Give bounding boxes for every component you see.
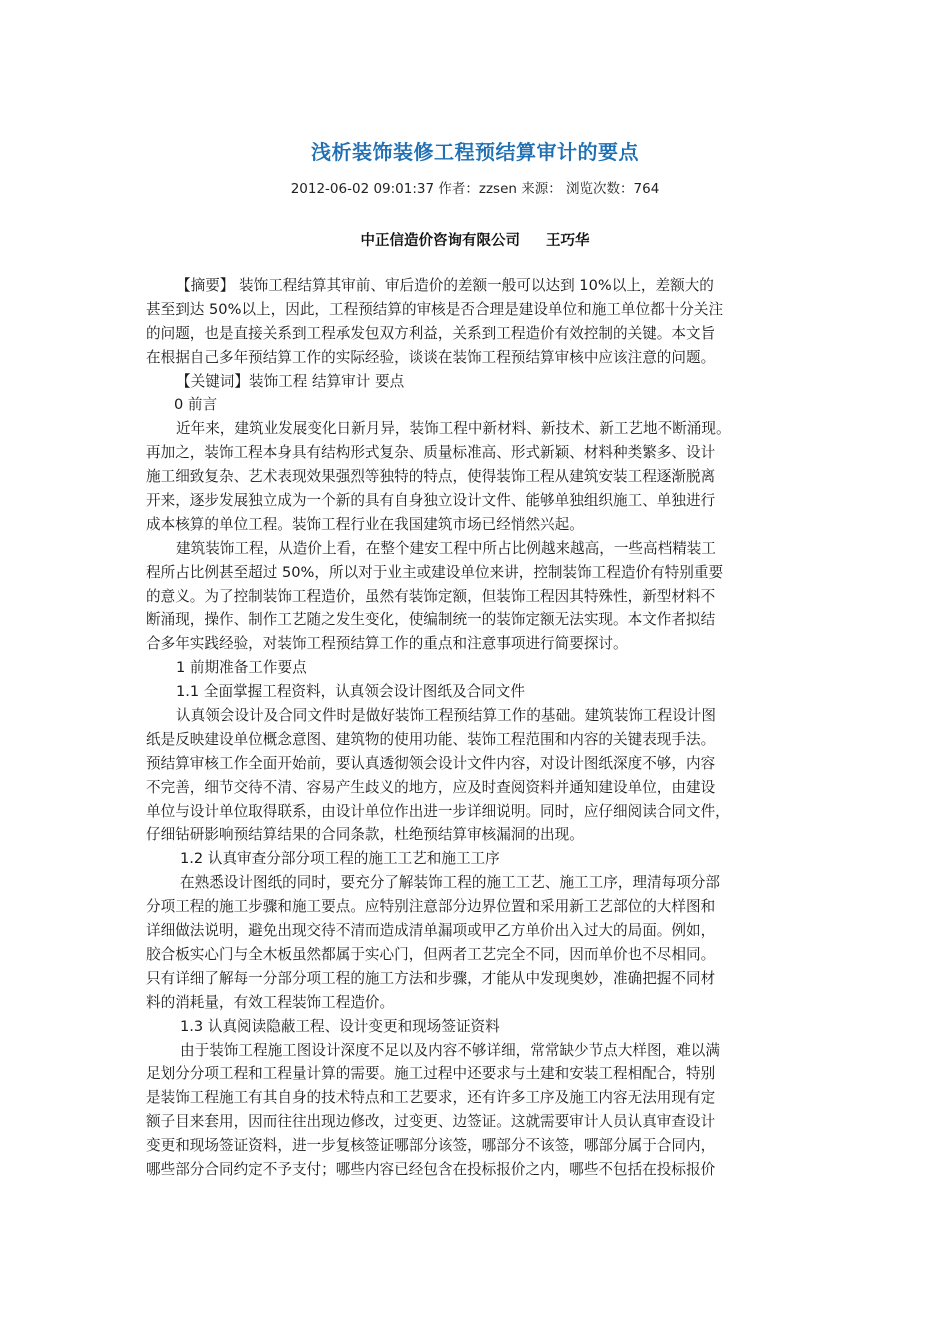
paragraph-line: 额子目来套用，因而往往出现边修改，过变更、边签证。这就需要审计人员认真审查设计 bbox=[146, 1113, 716, 1131]
subsection-heading-1-3: 1.3 认真阅读隐蔽工程、设计变更和现场签证资料 bbox=[180, 1017, 500, 1035]
section-heading-1: 1 前期准备工作要点 bbox=[176, 659, 307, 677]
paragraph-line: 断涌现，操作、制作工艺随之发生变化，使编制统一的装饰定额无法实现。本文作者拟结 bbox=[146, 611, 716, 629]
subsection-heading-1-2: 1.2 认真审查分部分项工程的施工工艺和施工工序 bbox=[180, 850, 500, 868]
paragraph-line: 哪些部分合同约定不予支付；哪些内容已经包含在投标报价之内，哪些不包括在投标报价 bbox=[146, 1160, 716, 1178]
paragraph-line: 预结算审核工作全面开始前，要认真透彻领会设计文件内容，对设计图纸深度不够，内容 bbox=[146, 754, 716, 772]
paragraph-line: 施工细致复杂、艺术表现效果强烈等独特的特点，使得装饰工程从建筑安装工程逐渐脱离 bbox=[146, 468, 716, 486]
paragraph-line: 分项工程的施工步骤和施工要点。应特别注意部分边界位置和采用新工艺部位的大样图和 bbox=[146, 898, 716, 916]
subsection-heading-1-1: 1.1 全面掌握工程资料，认真领会设计图纸及合同文件 bbox=[176, 683, 525, 701]
paragraph-line: 只有详细了解每一分部分项工程的施工方法和步骤，才能从中发现奥妙，准确把握不同材 bbox=[146, 969, 716, 987]
paragraph-line: 近年来，建筑业发展变化日新月异，装饰工程中新材料、新技术、新工艺地不断涌现。 bbox=[176, 420, 731, 438]
abstract-line: 在根据自己多年预结算工作的实际经验，谈谈在装饰工程预结算审核中应该注意的问题。 bbox=[146, 348, 716, 366]
paragraph-line: 成本核算的单位工程。装饰工程行业在我国建筑市场已经悄然兴起。 bbox=[146, 515, 584, 533]
paragraph-line: 料的消耗量，有效工程装饰工程造价。 bbox=[146, 993, 395, 1011]
article-body bbox=[146, 274, 811, 1182]
abstract-line: 【摘要】 装饰工程结算其审前、审后造价的差额一般可以达到 10%以上，差额大的 bbox=[176, 277, 714, 294]
paragraph-line: 单位与设计单位取得联系，由设计单位作出进一步详细说明。同时，应仔细阅读合同文件， bbox=[146, 802, 730, 820]
paragraph-line: 纸是反映建设单位概念意图、建筑物的使用功能、装饰工程范围和内容的关键表现手法。 bbox=[146, 730, 716, 748]
abstract-line: 甚至到达 50%以上，因此，工程预结算的审核是否合理是建设单位和施工单位都十分关注 bbox=[146, 300, 724, 318]
paragraph-line: 不完善，细节交待不清、容易产生歧义的地方，应及时查阅资料并通知建设单位，由建设 bbox=[146, 778, 716, 796]
paragraph-line: 的意义。为了控制装饰工程造价，虽然有装饰定额，但装饰工程因其特殊性，新型材料不 bbox=[146, 587, 716, 605]
paragraph-line: 是装饰工程施工有其自身的技术特点和工艺要求，还有许多工序及施工内容无法用现有定 bbox=[146, 1089, 716, 1107]
paragraph-line: 认真领会设计及合同文件时是做好装饰工程预结算工作的基础。建筑装饰工程设计图 bbox=[176, 707, 716, 725]
author-line bbox=[0, 229, 950, 250]
paragraph-line: 程所占比例甚至超过 50%，所以对于业主或建设单位来讲，控制装饰工程造价有特别重要 bbox=[146, 563, 724, 581]
paragraph-line: 在熟悉设计图纸的同时，要充分了解装饰工程的施工工艺、施工工序，理清每项分部 bbox=[180, 874, 720, 892]
paragraph-line: 变更和现场签证资料，进一步复核签证哪部分该签，哪部分不该签，哪部分属于合同内， bbox=[146, 1137, 716, 1155]
company-name: 中正信造价咨询有限公司 bbox=[360, 233, 520, 249]
paragraph-line: 足划分分项工程和工程量计算的需要。施工过程中还要求与土建和安装工程相配合，特别 bbox=[146, 1065, 716, 1083]
paragraph-line: 详细做法说明，避免出现交待不清而造成清单漏项或甲乙方单价出入过大的局面。例如， bbox=[146, 922, 716, 940]
paragraph-line: 合多年实践经验，对装饰工程预结算工作的重点和注意事项进行简要探讨。 bbox=[146, 635, 628, 653]
paragraph-line: 建筑装饰工程，从造价上看，在整个建安工程中所占比例越来越高，一些高档精装工 bbox=[176, 539, 716, 557]
section-heading-0: 0 前言 bbox=[174, 396, 218, 414]
abstract-line: 的问题，也是直接关系到工程承发包双方利益，关系到工程造价有效控制的关键。本文旨 bbox=[146, 324, 716, 342]
article-title: 浅析装饰装修工程预结算审计的要点 bbox=[311, 140, 639, 164]
paragraph-line: 胶合板实心门与全木板虽然都属于实心门，但两者工艺完全不同，因而单价也不尽相同。 bbox=[146, 945, 716, 963]
paragraph-line: 由于装饰工程施工图设计深度不足以及内容不够详细，常常缺少节点大样图，难以满 bbox=[180, 1041, 720, 1059]
keywords-line: 【关键词】装饰工程 结算审计 要点 bbox=[176, 372, 405, 390]
article-meta: 2012-06-02 09:01:37 作者：zzsen 来源： 浏览次数：764 bbox=[290, 181, 660, 197]
author-name: 王巧华 bbox=[546, 233, 590, 249]
paragraph-line: 再加之，装饰工程本身具有结构形式复杂、质量标准高、形式新颖、材料种类繁多、设计 bbox=[146, 444, 716, 462]
paragraph-line: 仔细钻研影响预结算结果的合同条款，杜绝预结算审核漏洞的出现。 bbox=[146, 826, 584, 844]
paragraph-line: 开来，逐步发展独立成为一个新的具有自身独立设计文件、能够单独组织施工、单独进行 bbox=[146, 492, 716, 510]
